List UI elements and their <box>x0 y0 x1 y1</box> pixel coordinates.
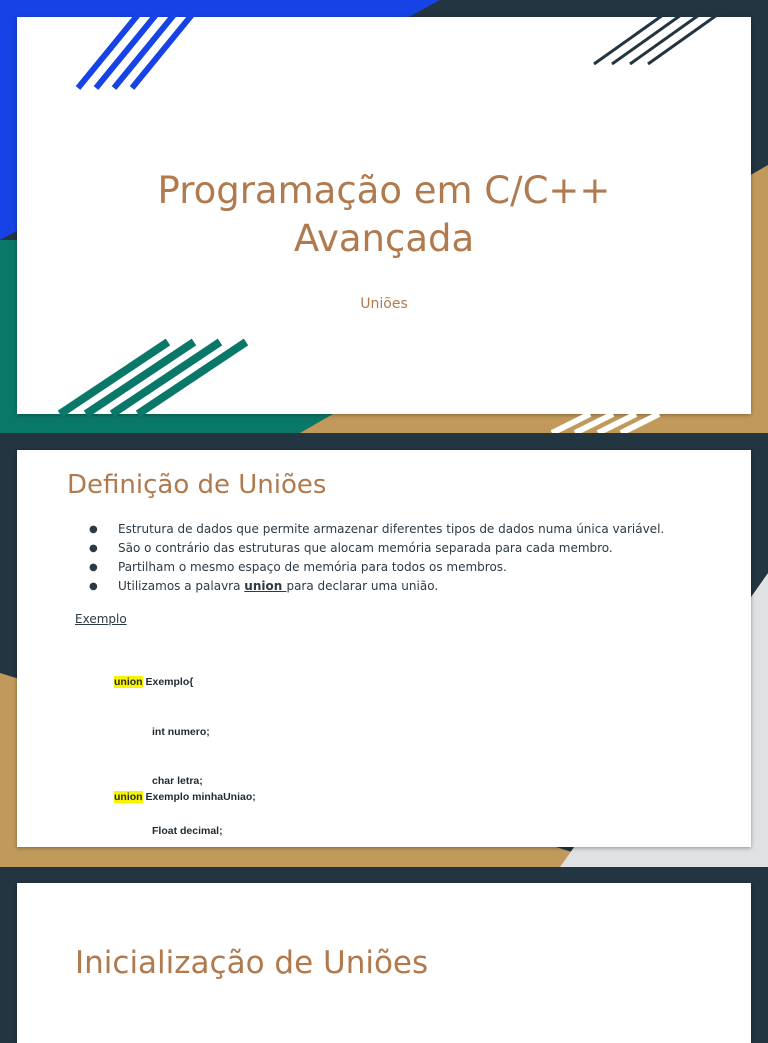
definition-slide-card <box>17 450 751 847</box>
list-item: ● Partilham o mesmo espaço de memória para todos os membros. <box>89 560 507 574</box>
slide-3 <box>0 867 768 1024</box>
slide-1 <box>0 0 768 433</box>
code-line <box>114 674 223 691</box>
bullet-text: Partilham o mesmo espaço de memória para todos os membros. <box>118 560 507 574</box>
list-item: ● Utilizamos a palavra union para declarar uma união. <box>89 579 439 593</box>
bullet-text: Utilizamos a palavra <box>118 579 245 593</box>
code-line: Float decimal; <box>152 824 223 837</box>
bullet-text: São o contrário das estruturas que alocam memória separada para cada membro. <box>118 541 613 555</box>
title-slide-card <box>17 17 751 414</box>
presentation-title <box>17 167 751 263</box>
union-keyword-highlight: union <box>114 676 143 688</box>
code-text: Exemplo minhaUniao; <box>142 791 256 803</box>
bullet-list <box>79 520 664 596</box>
title-line-2: Avançada <box>293 217 475 260</box>
code-text: Exemplo{ <box>142 676 194 688</box>
list-item: ● São o contrário das estruturas que alocam memória separada para cada membro. <box>89 541 613 555</box>
list-item: ● Estrutura de dados que permite armazenar diferentes tipos de dados numa única variável. <box>89 522 665 536</box>
slide-2 <box>0 433 768 867</box>
title-line-1: Programação em C/C++ <box>157 169 611 212</box>
example-label: Exemplo <box>75 612 127 626</box>
code-line: char letra; <box>152 775 203 787</box>
code-line <box>114 789 256 806</box>
bullet-text: Estrutura de dados que permite armazenar diferentes tipos de dados numa única variável. <box>118 522 665 536</box>
slide-title: Definição de Uniões <box>67 470 327 500</box>
presentation-subtitle: Uniões <box>360 296 408 312</box>
code-block-declaration <box>114 756 256 839</box>
bullet-text-end: para declarar uma união. <box>286 579 439 593</box>
union-keyword: union <box>244 579 287 593</box>
slide-title: Inicialização de Uniões <box>75 945 429 981</box>
union-keyword-highlight: union <box>114 791 143 803</box>
code-line: int numero; <box>152 725 210 738</box>
initialization-slide-card <box>17 883 751 1043</box>
